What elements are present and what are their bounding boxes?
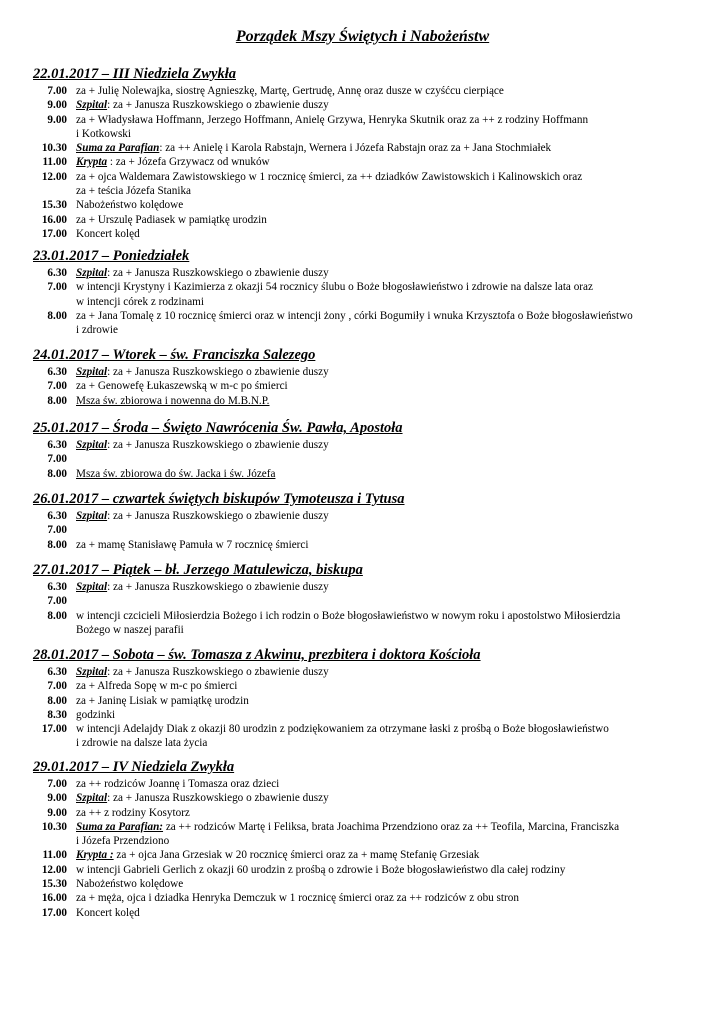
mass-intention: Nabożeństwo kolędowe — [76, 878, 184, 891]
day-heading: 25.01.2017 – Środa – Święto Nawrócenia Św. Pawła, Apostoła — [33, 420, 403, 436]
location-label: Krypta — [76, 156, 108, 169]
mass-intention: w intencji Krystyny i Kazimierza z okazji 54 rocznicy ślubu o Boże błogosławieństwo i zdrowie na dalsze lata oraz w intencji córek z rodzinami — [76, 281, 593, 308]
mass-intention: godzinki — [76, 708, 116, 721]
mass-entry — [0, 509, 725, 523]
mass-time: 7.00 — [47, 453, 67, 466]
mass-intention: Msza św. zbiorowa i nowenna do M.B.N.P. — [76, 394, 270, 407]
mass-intention — [67, 523, 696, 537]
mass-time: 7.00 — [47, 778, 67, 790]
mass-entry — [0, 467, 725, 481]
mass-time: 8.00 — [47, 609, 67, 622]
day-heading: 28.01.2017 – Sobota – św. Tomasza z Akwinu, prezbitera i doktora Kościoła — [33, 647, 481, 663]
mass-time: 7.00 — [47, 281, 67, 294]
mass-time: 11.00 — [42, 849, 67, 862]
mass-entry — [0, 227, 725, 241]
day-heading: 23.01.2017 – Poniedziałek — [33, 248, 190, 264]
day-heading: 22.01.2017 – III Niedziela Zwykła — [33, 66, 236, 82]
location-label: Krypta : — [76, 849, 114, 862]
location-label: Suma za Parafian: — [76, 820, 164, 833]
mass-intention: Szpital: za + Janusza Ruszkowskiego o zbawienie duszy — [76, 792, 329, 805]
day-heading: 24.01.2017 – Wtorek – św. Franciszka Salezego — [33, 347, 316, 363]
mass-intention: Szpital: za + Janusza Ruszkowskiego o zbawienie duszy — [76, 366, 329, 378]
mass-entry — [0, 379, 725, 393]
day-heading: 29.01.2017 – IV Niedziela Zwykła — [33, 759, 235, 775]
mass-time: 7.00 — [47, 85, 67, 97]
location-label: Szpital — [76, 581, 108, 593]
mass-intention: Suma za Parafian: za ++ rodziców Martę i Feliksa, brata Joachima Przendziono oraz za ++ Teofila, Marcina, Franciszka i Józefa Przendziono — [76, 820, 620, 848]
mass-entry — [0, 198, 725, 212]
mass-time: 17.00 — [41, 227, 67, 240]
mass-entry — [0, 280, 725, 309]
mass-time: 15.30 — [41, 878, 67, 891]
mass-intention: Szpital: za + Janusza Ruszkowskiego o zbawienie duszy — [76, 439, 329, 451]
mass-intention: za + mamę Stanisławę Pamuła w 7 rocznicę śmierci — [76, 538, 309, 551]
mass-entry — [0, 891, 725, 905]
mass-time: 8.00 — [47, 309, 67, 322]
mass-time: 16.00 — [41, 213, 67, 226]
mass-intention: Krypta : za + Józefa Grzywacz od wnuków — [76, 156, 270, 169]
mass-time: 6.30 — [47, 366, 67, 378]
day-section — [0, 757, 725, 920]
mass-intention: Szpital: za + Janusza Ruszkowskiego o zbawienie duszy — [76, 267, 329, 279]
mass-intention: Msza św. zbiorowa do św. Jacka i św. Józefa — [76, 467, 276, 480]
mass-time: 17.00 — [41, 723, 67, 736]
day-heading: 27.01.2017 – Piątek – bł. Jerzego Matulewicza, biskupa — [33, 562, 363, 578]
day-section — [0, 246, 725, 337]
mass-entry — [0, 538, 725, 552]
day-section — [0, 64, 725, 241]
mass-entry — [0, 155, 725, 169]
mass-intention: w intencji Gabrieli Gerlich z okazji 60 urodzin z prośbą o zdrowie i Boże błogosławieństwo dla całej rodziny — [76, 863, 566, 876]
mass-entry — [0, 170, 725, 199]
location-label: Szpital — [76, 666, 108, 678]
mass-entry — [0, 309, 725, 338]
page-title: Porządek Mszy Świętych i Nabożeństw — [235, 28, 490, 45]
mass-entry — [0, 141, 725, 155]
mass-time: 9.00 — [47, 792, 67, 805]
mass-intention — [67, 452, 696, 466]
mass-time: 7.00 — [47, 680, 67, 693]
mass-intention: Nabożeństwo kolędowe — [76, 199, 184, 212]
mass-entry — [0, 523, 725, 537]
mass-intention: Szpital: za + Janusza Ruszkowskiego o zbawienie duszy — [76, 581, 329, 593]
mass-time: 8.30 — [47, 708, 67, 721]
mass-time: 6.30 — [47, 510, 67, 522]
mass-entry — [0, 863, 725, 877]
mass-intention: za + ojca Waldemara Zawistowskiego w 1 rocznicę śmierci, za ++ dziadków Zawistowskich i Kalinowskich oraz za + teścia Józefa Stanika — [76, 170, 583, 198]
mass-intention: Szpital: za + Janusza Ruszkowskiego o zbawienie duszy — [76, 99, 329, 112]
mass-time: 12.00 — [41, 170, 67, 183]
mass-entry — [0, 113, 725, 142]
mass-time: 6.30 — [47, 439, 67, 451]
mass-intention: Krypta : za + ojca Jana Grzesiak w 20 rocznicę śmierci oraz za + mamę Stefanię Grzesiak — [76, 849, 480, 862]
day-section — [0, 489, 725, 552]
day-section — [0, 418, 725, 481]
mass-entry — [0, 438, 725, 452]
mass-entry — [0, 722, 725, 751]
mass-intention: w intencji Adelajdy Diak z okazji 80 urodzin z podziękowaniem za otrzymane łaski z prośbą o Boże błogosławieństwo i zdrowie na dalsze lata życia — [76, 723, 609, 750]
mass-intention: Suma za Parafian: za ++ Anielę i Karola Rabstajn, Wernera i Józefa Rabstajn oraz za + Jana Stochmiałek — [76, 142, 552, 155]
mass-entry — [0, 806, 725, 820]
mass-entry — [0, 365, 725, 379]
mass-time: 10.30 — [41, 142, 67, 155]
location-label: Suma za Parafian — [76, 142, 160, 155]
mass-intention: Koncert kolęd — [76, 906, 140, 919]
mass-intention: za + Władysława Hoffmann, Jerzego Hoffmann, Anielę Grzywa, Henryka Skutnik oraz za ++ z rodziny Hoffmann i Kotkowski — [76, 113, 589, 140]
mass-intention: w intencji czcicieli Miłosierdzia Bożego i ich rodzin o Boże błogosławieństwo w nowym roku i apostolstwo Miłosierdzia Bożego w naszej parafii — [76, 609, 621, 636]
mass-intention: za + męża, ojca i dziadka Henryka Demczuk w 1 rocznicę śmierci oraz za ++ rodziców z obu stron — [76, 892, 519, 905]
day-section — [0, 645, 725, 751]
mass-time: 8.00 — [47, 694, 67, 707]
mass-intention: za ++ z rodziny Kosytorz — [76, 806, 190, 819]
mass-entry — [0, 98, 725, 112]
day-heading: 26.01.2017 – czwartek świętych biskupów Tymoteusza i Tytusa — [33, 491, 405, 507]
mass-time: 8.00 — [47, 538, 67, 551]
mass-entry — [0, 213, 725, 227]
mass-intention — [67, 594, 696, 608]
mass-entry — [0, 820, 725, 849]
mass-entry — [0, 848, 725, 862]
mass-entry — [0, 609, 725, 638]
mass-entry — [0, 906, 725, 920]
location-label: Szpital — [76, 99, 108, 112]
mass-time: 10.30 — [41, 820, 67, 833]
mass-time: 6.30 — [47, 581, 67, 593]
mass-intention: Szpital: za + Janusza Ruszkowskiego o zbawienie duszy — [76, 510, 329, 522]
mass-time: 7.00 — [47, 524, 67, 537]
mass-entry — [0, 452, 725, 466]
mass-intention: za + Julię Nolewajka, siostrę Agnieszkę, Martę, Gertrudę, Annę oraz dusze w czyśćcu cierpiące — [76, 85, 504, 97]
mass-entry — [0, 708, 725, 722]
mass-intention: za + Alfreda Sopę w m-c po śmierci — [76, 680, 238, 693]
day-section — [0, 560, 725, 637]
mass-intention: za ++ rodziców Joannę i Tomasza oraz dzieci — [76, 778, 280, 790]
mass-intention: za + Janinę Lisiak w pamiątkę urodzin — [76, 694, 249, 707]
mass-time: 11.00 — [42, 156, 67, 169]
mass-entry — [0, 665, 725, 679]
mass-entry — [0, 594, 725, 608]
location-label: Szpital — [76, 792, 108, 805]
mass-time: 7.00 — [47, 595, 67, 608]
mass-time: 15.30 — [41, 199, 67, 212]
mass-time: 16.00 — [41, 892, 67, 905]
mass-entry — [0, 266, 725, 280]
location-label: Szpital — [76, 510, 108, 522]
mass-entry — [0, 679, 725, 693]
mass-time: 9.00 — [47, 113, 67, 126]
mass-entry — [0, 877, 725, 891]
mass-entry — [0, 694, 725, 708]
mass-intention: Koncert kolęd — [76, 227, 140, 240]
mass-time: 12.00 — [41, 863, 67, 876]
mass-intention: za + Genowefę Łukaszewską w m-c po śmierci — [76, 380, 288, 393]
mass-intention: za + Jana Tomalę z 10 rocznicę śmierci oraz w intencji żony , córki Bogumiły i wnuka Krzysztofa o Boże błogosławieństwo i zdrowie — [76, 309, 633, 337]
mass-intention: za + Urszulę Padiasek w pamiątkę urodzin — [76, 213, 267, 226]
location-label: Szpital — [76, 366, 108, 378]
mass-time: 9.00 — [47, 99, 67, 112]
mass-entry — [0, 580, 725, 594]
mass-entry — [0, 777, 725, 791]
mass-time: 8.00 — [47, 394, 67, 407]
location-label: Szpital — [76, 439, 108, 451]
mass-time: 17.00 — [41, 906, 67, 919]
mass-entry — [0, 791, 725, 805]
day-section — [0, 345, 725, 408]
mass-entry — [0, 84, 725, 98]
location-label: Szpital — [76, 267, 108, 279]
mass-time: 6.30 — [47, 666, 67, 678]
mass-entry — [0, 394, 725, 408]
mass-time: 6.30 — [47, 267, 67, 279]
mass-time: 8.00 — [47, 467, 67, 480]
mass-time: 7.00 — [47, 380, 67, 393]
mass-time: 9.00 — [47, 806, 67, 819]
mass-intention: Szpital: za + Janusza Ruszkowskiego o zbawienie duszy — [76, 666, 329, 678]
